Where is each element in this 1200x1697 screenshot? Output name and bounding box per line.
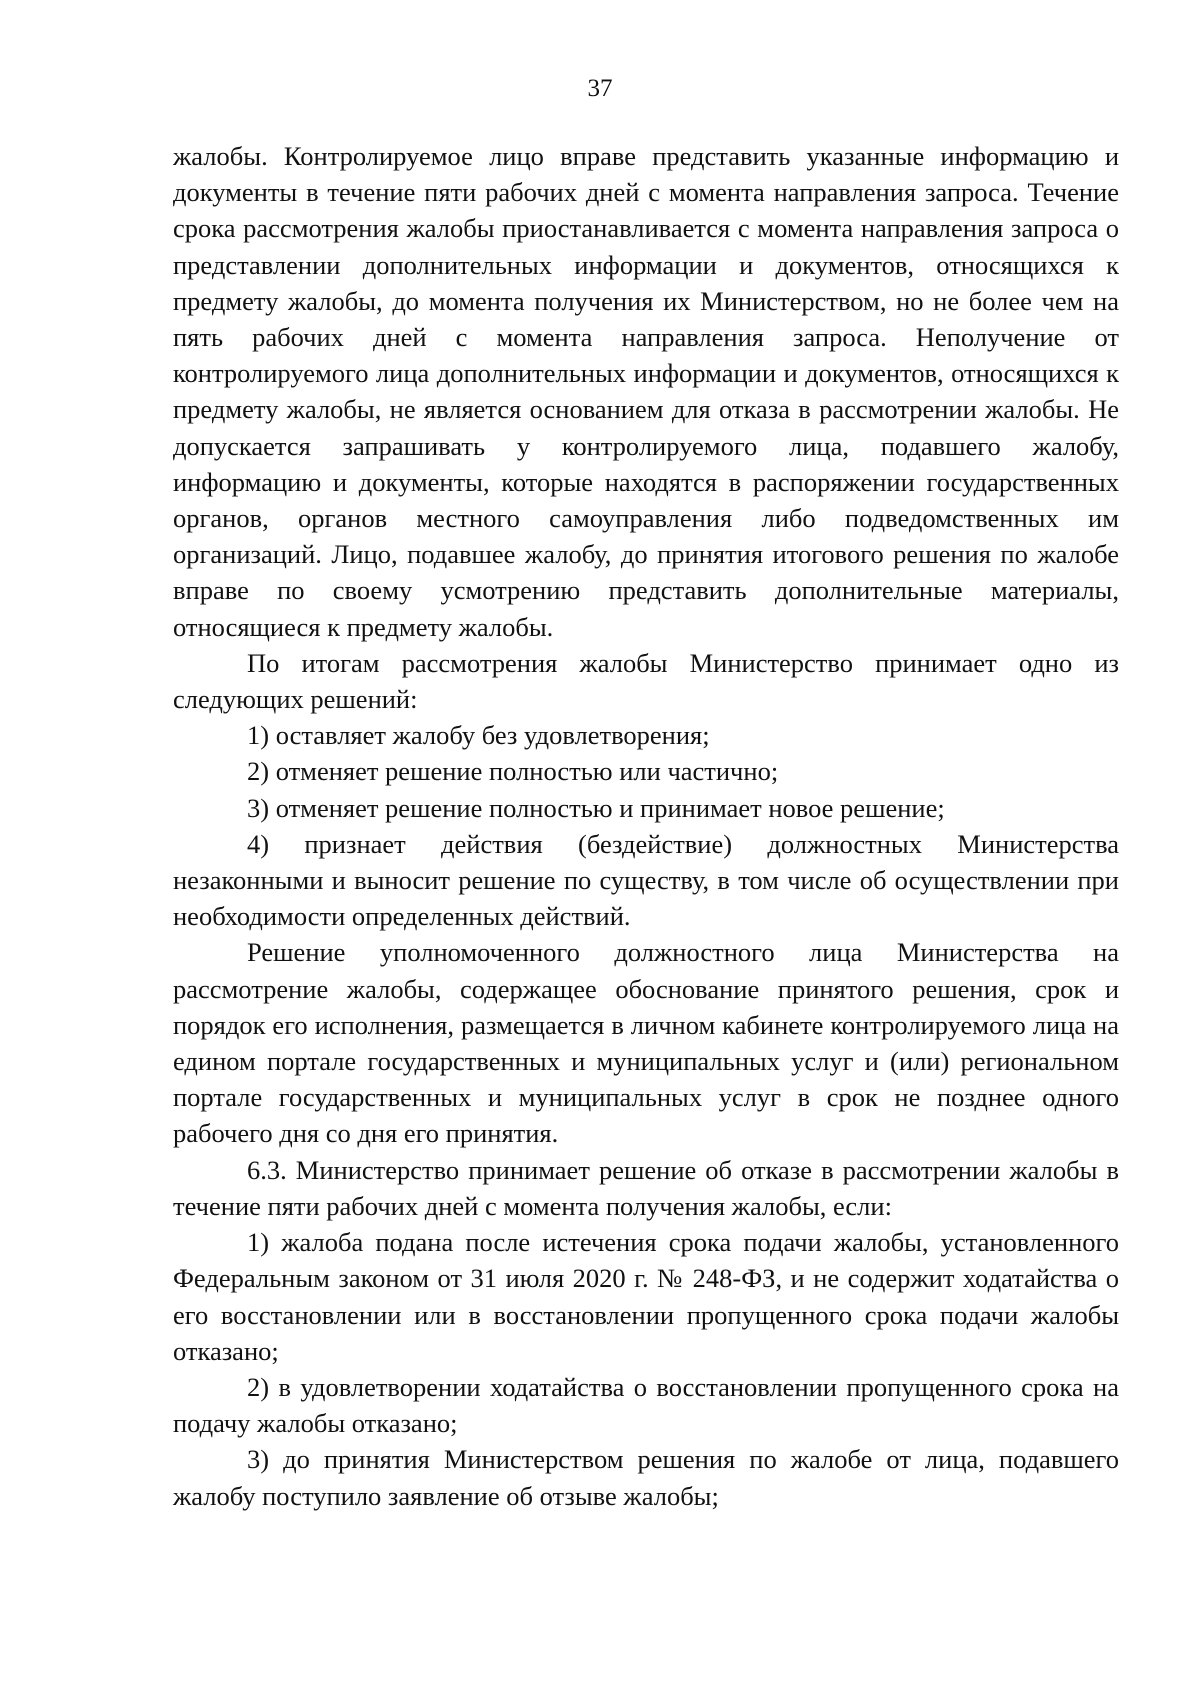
- paragraph-continuation: жалобы. Контролируемое лицо вправе представить указанные информацию и документы в течение пяти рабочих дней с момента направления запроса. Течение срока рассмотрения жалобы приостанавливается с момента направления запроса о представлении дополнительных информации и документов, относящихся к предмету жалобы, до момента получения их Министерством, но не более чем на пять рабочих дней с момента направления запроса. Неполучение от контролируемого лица дополнительных информации и документов, относящихся к предмету жалобы, не является основанием для отказа в рассмотрении жалобы. Не допускается запрашивать у контролируемого лица, подавшего жалобу, информацию и документы, которые находятся в распоряжении государственных органов, органов местного самоуправления либо подведомственных им организаций. Лицо, подавшее жалобу, до принятия итогового решения по жалобе вправе по своему усмотрению представить дополнительные материалы, относящиеся к предмету жалобы.: [173, 141, 1119, 642]
- refusal-item-2: 2) в удовлетворении ходатайства о восстановлении пропущенного срока на подачу жалобы отказано;: [173, 1371, 1119, 1439]
- document-body: [173, 138, 1119, 1514]
- list-item-1: 1) оставляет жалобу без удовлетворения;: [247, 720, 710, 751]
- paragraph-6-3: 6.3. Министерство принимает решение об отказе в рассмотрении жалобы в течение пяти рабочих дней с момента получения жалобы, если:: [173, 1154, 1119, 1221]
- refusal-item-3: 3) до принятия Министерством решения по жалобе от лица, подавшего жалобу поступило заявление об отзыве жалобы;: [173, 1444, 1119, 1511]
- paragraph-decisions-intro: По итогам рассмотрения жалобы Министерство принимает одно из следующих решений:: [173, 647, 1119, 715]
- list-item-3: 3) отменяет решение полностью и принимает новое решение;: [247, 792, 945, 823]
- paragraph-decision-publication: Решение уполномоченного должностного лица Министерства на рассмотрение жалобы, содержащее обоснование принятого решения, срок и порядок его исполнения, размещается в личном кабинете контролируемого лица на едином портале государственных и муниципальных услуг и (или) региональном портале государственных и муниципальных услуг в срок не позднее одного рабочего дня со дня его принятия.: [173, 937, 1119, 1149]
- list-item-2: 2) отменяет решение полностью или частично;: [247, 756, 779, 787]
- refusal-item-1: 1) жалоба подана после истечения срока подачи жалобы, установленного Федеральным законом от 31 июля 2020 г. № 248-ФЗ, и не содержит ходатайства о его восстановлении или в восстановлении пропущенного срока подачи жалобы отказано;: [173, 1227, 1119, 1366]
- list-item-4: 4) признает действия (бездействие) должностных Министерства незаконными и выносит решение по существу, в том числе об осуществлении при необходимости определенных действий.: [173, 828, 1119, 932]
- page-number: 37: [587, 75, 613, 102]
